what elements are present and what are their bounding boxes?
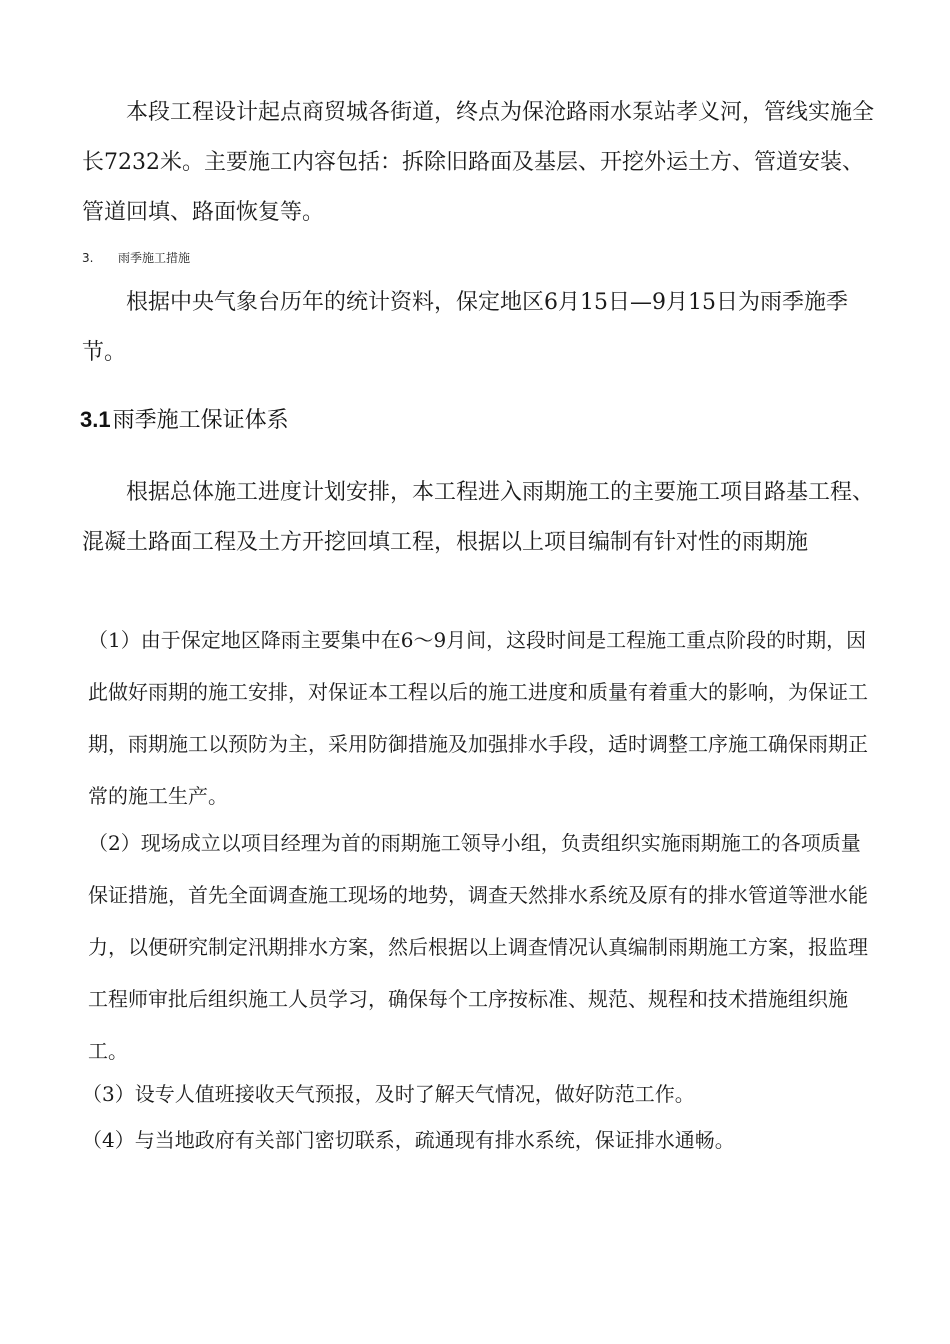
section-heading-3 (82, 248, 190, 268)
section-title: 雨季施工保证体系 (112, 408, 289, 433)
section-intro-paragraph: 根据总体施工进度计划安排，本工程进入雨期施工的主要施工项目路基工程、混凝土路面工程及土方开挖回填工程，根据以上项目编制有针对性的雨期施 (82, 480, 875, 555)
list-item: （3）设专人值班接收天气预报，及时了解天气情况，做好防范工作。 (82, 1082, 695, 1106)
intro-paragraph: 本段工程设计起点商贸城各街道，终点为保沧路雨水泵站孝义河，管线实施全长7232米。主要施工内容包括：拆除旧路面及基层、开挖外运土方、管道安装、管道回填、路面恢复等。 (82, 100, 875, 225)
section-number: 3.1 (80, 407, 111, 432)
rainy-season-paragraph: 根据中央气象台历年的统计资料，保定地区6月15日—9月15日为雨季施季节。 (82, 290, 848, 365)
section-title: 雨季施工措施 (118, 251, 191, 265)
list-item: （4）与当地政府有关部门密切联系，疏通现有排水系统，保证排水通畅。 (82, 1128, 735, 1152)
section-number: 3. (82, 251, 94, 265)
list-item: （1）由于保定地区降雨主要集中在6〜9月间，这段时间是工程施工重点阶段的时期，因此做好雨期的施工安排，对保证本工程以后的施工进度和质量有着重大的影响，为保证工期，雨期施工以预防为主，采用防御措施及加强排水手段，适时调整工序施工确保雨期正常的施工生产。 (88, 628, 868, 808)
section-heading-3-1 (80, 402, 289, 439)
list-item: （2）现场成立以项目经理为首的雨期施工领导小组，负责组织实施雨期施工的各项质量保证措施，首先全面调查施工现场的地势，调查天然排水系统及原有的排水管道等泄水能力，以便研究制定汛期排水方案，然后根据以上调查情况认真编制雨期施工方案，报监理工程师审批后组织施工人员学习，确保每个工序按标准、规范、规程和技术措施组织施工。 (88, 831, 868, 1063)
